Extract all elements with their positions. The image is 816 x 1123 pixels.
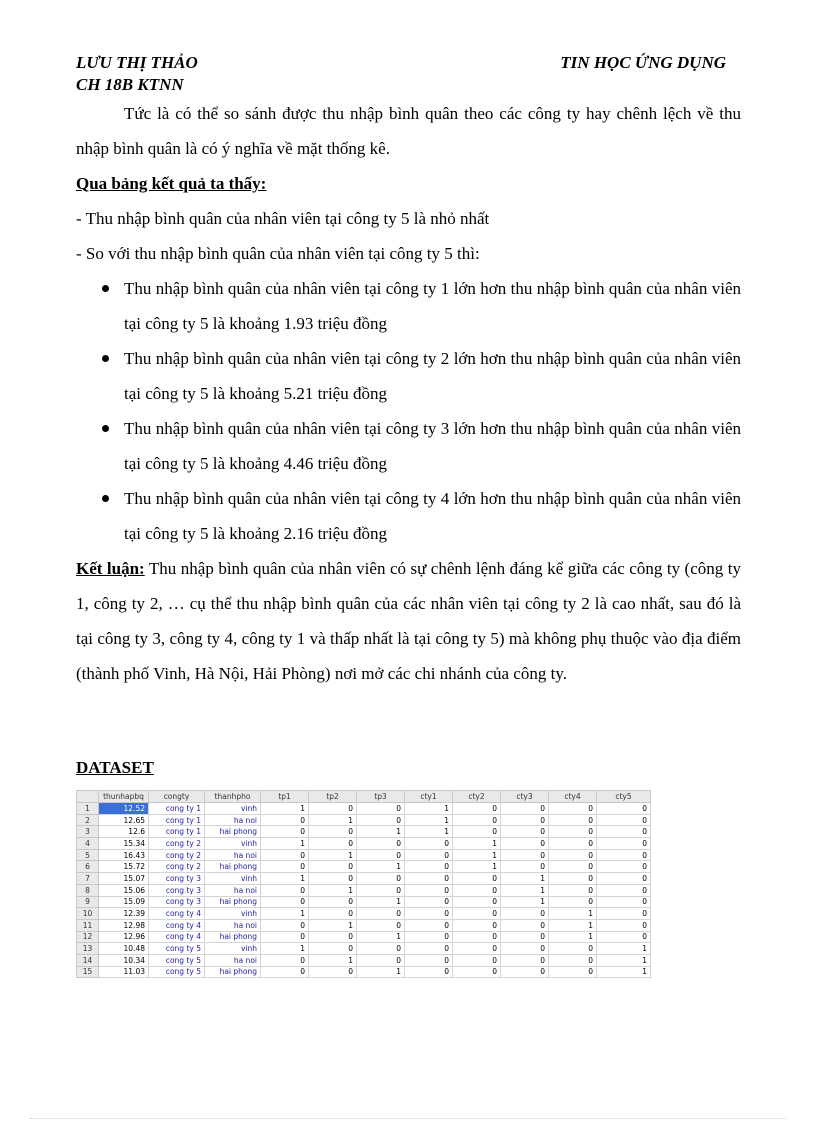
table-cell[interactable]: 12.6 (99, 826, 149, 838)
row-number[interactable]: 8 (77, 884, 99, 896)
table-cell[interactable]: 0 (261, 814, 309, 826)
table-cell[interactable]: 0 (453, 814, 501, 826)
selected-cell[interactable]: 12.52 (99, 803, 149, 815)
table-cell[interactable]: 0 (309, 826, 357, 838)
row-number[interactable]: 13 (77, 943, 99, 955)
table-cell[interactable]: 0 (405, 919, 453, 931)
column-header[interactable]: cty4 (549, 791, 597, 803)
bullet-icon (102, 495, 109, 502)
table-cell[interactable]: 1 (309, 814, 357, 826)
table-cell[interactable]: cong ty 5 (149, 966, 205, 978)
table-cell[interactable]: 0 (597, 814, 651, 826)
table-cell[interactable]: 0 (405, 931, 453, 943)
table-row[interactable] (77, 861, 651, 873)
table-cell[interactable]: 1 (261, 943, 309, 955)
table-cell[interactable]: 1 (357, 896, 405, 908)
row-number[interactable]: 14 (77, 954, 99, 966)
conclusion-label: Kết luận: (76, 559, 145, 578)
table-cell[interactable]: 0 (501, 931, 549, 943)
table-cell[interactable]: cong ty 4 (149, 931, 205, 943)
table-cell[interactable]: cong ty 3 (149, 896, 205, 908)
table-cell[interactable]: 0 (597, 919, 651, 931)
table-cell[interactable]: 1 (405, 803, 453, 815)
table-cell[interactable]: cong ty 2 (149, 838, 205, 850)
results-heading-line (76, 166, 741, 201)
table-cell[interactable]: 0 (405, 838, 453, 850)
summary-line: - Thu nhập bình quân của nhân viên tại công ty 5 là nhỏ nhất (76, 209, 490, 228)
table-cell[interactable]: 0 (357, 884, 405, 896)
table-cell[interactable]: 0 (357, 919, 405, 931)
table-cell[interactable]: 0 (549, 954, 597, 966)
table-cell[interactable]: 0 (453, 919, 501, 931)
table-cell[interactable]: 0 (597, 884, 651, 896)
table-cell[interactable]: 11.03 (99, 966, 149, 978)
table-cell[interactable]: vinh (205, 943, 261, 955)
class-code: CH 18B KTNN (76, 75, 184, 94)
table-cell[interactable]: 0 (405, 884, 453, 896)
table-cell[interactable]: 0 (309, 908, 357, 920)
table-cell[interactable]: 0 (357, 873, 405, 885)
table-cell[interactable]: 0 (261, 931, 309, 943)
summary-line: - So với thu nhập bình quân của nhân viên tại công ty 5 thì: (76, 244, 480, 263)
table-cell[interactable]: 1 (357, 861, 405, 873)
page-bottom-rule (30, 1118, 786, 1119)
table-cell[interactable]: vinh (205, 838, 261, 850)
table-cell[interactable]: 0 (501, 943, 549, 955)
table-cell[interactable]: 0 (597, 908, 651, 920)
table-cell[interactable]: 0 (261, 826, 309, 838)
table-row[interactable] (77, 814, 651, 826)
table-cell[interactable]: 0 (309, 896, 357, 908)
row-number[interactable]: 9 (77, 896, 99, 908)
table-cell[interactable]: 1 (501, 884, 549, 896)
row-number[interactable]: 15 (77, 966, 99, 978)
table-cell[interactable]: 0 (357, 908, 405, 920)
table-cell[interactable]: 0 (549, 826, 597, 838)
table-row[interactable] (77, 966, 651, 978)
row-number[interactable]: 3 (77, 826, 99, 838)
column-header[interactable]: cty5 (597, 791, 651, 803)
table-cell[interactable]: 0 (597, 873, 651, 885)
dataset-table (76, 790, 651, 978)
table-cell[interactable]: 0 (597, 803, 651, 815)
table-cell[interactable]: 1 (261, 838, 309, 850)
table-cell[interactable]: 0 (405, 954, 453, 966)
table-cell[interactable]: 1 (357, 826, 405, 838)
row-number[interactable]: 1 (77, 803, 99, 815)
subject-title: TIN HỌC ỨNG DỤNG (560, 53, 726, 72)
table-cell[interactable]: 0 (549, 896, 597, 908)
intro-paragraph: Tức là có thể so sánh được thu nhập bình quân theo các công ty hay chênh lệch về thu nhập bình quân là có ý nghĩa về mặt thống kê. (76, 104, 741, 158)
column-header[interactable]: cty3 (501, 791, 549, 803)
table-cell[interactable]: 0 (597, 861, 651, 873)
table-cell[interactable]: hai phong (205, 826, 261, 838)
list-item-text: Thu nhập bình quân của nhân viên tại công ty 2 lớn hơn thu nhập bình quân của nhân viên tại công ty 5 là khoảng 5.21 triệu đồng (124, 349, 741, 403)
table-cell[interactable]: 0 (549, 966, 597, 978)
table-row[interactable] (77, 943, 651, 955)
bullet-icon (102, 285, 109, 292)
table-cell[interactable]: 15.06 (99, 884, 149, 896)
table-header-row (77, 791, 651, 803)
table-cell[interactable]: vinh (205, 873, 261, 885)
list-item-text: Thu nhập bình quân của nhân viên tại công ty 1 lớn hơn thu nhập bình quân của nhân viên tại công ty 5 là khoảng 1.93 triệu đồng (124, 279, 741, 333)
table-cell[interactable]: 0 (549, 838, 597, 850)
table-cell[interactable]: cong ty 3 (149, 873, 205, 885)
table-cell[interactable]: 0 (309, 861, 357, 873)
table-cell[interactable]: 1 (261, 803, 309, 815)
table-cell[interactable]: 0 (261, 966, 309, 978)
table-cell[interactable]: 0 (453, 954, 501, 966)
table-cell[interactable]: 0 (549, 849, 597, 861)
table-row[interactable] (77, 884, 651, 896)
table-cell[interactable]: ha noi (205, 849, 261, 861)
table-cell[interactable]: 0 (501, 966, 549, 978)
table-cell[interactable]: 1 (549, 919, 597, 931)
table-cell[interactable]: 0 (501, 826, 549, 838)
dataset-title: DATASET (76, 758, 154, 777)
table-cell[interactable]: 0 (261, 849, 309, 861)
table-cell[interactable]: 15.09 (99, 896, 149, 908)
table-cell[interactable]: 0 (549, 884, 597, 896)
table-cell[interactable]: cong ty 2 (149, 849, 205, 861)
table-cell[interactable]: 0 (597, 838, 651, 850)
table-cell[interactable]: 0 (405, 908, 453, 920)
table-cell[interactable]: 15.34 (99, 838, 149, 850)
table-cell[interactable]: 0 (405, 861, 453, 873)
list-item (76, 271, 741, 341)
table-cell[interactable]: 0 (597, 896, 651, 908)
table-cell[interactable]: 0 (597, 931, 651, 943)
results-heading: Qua bảng kết quả ta thấy: (76, 174, 267, 193)
table-cell[interactable]: 1 (309, 954, 357, 966)
table-cell[interactable]: 1 (357, 931, 405, 943)
table-cell[interactable]: 0 (453, 884, 501, 896)
list-item-text: Thu nhập bình quân của nhân viên tại công ty 3 lớn hơn thu nhập bình quân của nhân viên tại công ty 5 là khoảng 4.46 triệu đồng (124, 419, 741, 473)
bullet-icon (102, 425, 109, 432)
table-cell[interactable]: 12.98 (99, 919, 149, 931)
table-cell[interactable]: cong ty 5 (149, 943, 205, 955)
column-header[interactable]: thunhapbq (99, 791, 149, 803)
table-cell[interactable]: 0 (309, 873, 357, 885)
table-cell[interactable]: ha noi (205, 954, 261, 966)
table-cell[interactable]: 0 (501, 908, 549, 920)
table-cell[interactable]: 0 (357, 803, 405, 815)
table-cell[interactable]: 0 (453, 896, 501, 908)
column-header[interactable]: tp2 (309, 791, 357, 803)
table-cell[interactable]: cong ty 3 (149, 884, 205, 896)
table-cell[interactable]: 0 (309, 943, 357, 955)
table-cell[interactable]: 0 (405, 896, 453, 908)
table-cell[interactable]: 0 (309, 966, 357, 978)
table-cell[interactable]: 0 (549, 943, 597, 955)
header-corner (77, 791, 99, 803)
table-cell[interactable]: ha noi (205, 919, 261, 931)
row-number[interactable]: 12 (77, 931, 99, 943)
table-cell[interactable]: 0 (453, 873, 501, 885)
table-cell[interactable]: cong ty 5 (149, 954, 205, 966)
table-row[interactable] (77, 908, 651, 920)
row-number[interactable]: 7 (77, 873, 99, 885)
table-cell[interactable]: cong ty 1 (149, 814, 205, 826)
table-cell[interactable]: 1 (453, 838, 501, 850)
table-cell[interactable]: 1 (261, 908, 309, 920)
table-cell[interactable]: 0 (501, 814, 549, 826)
table-cell[interactable]: 1 (309, 884, 357, 896)
table-cell[interactable]: cong ty 2 (149, 861, 205, 873)
table-cell[interactable]: 0 (357, 814, 405, 826)
table-cell[interactable]: vinh (205, 908, 261, 920)
table-body (77, 803, 651, 978)
row-number[interactable]: 6 (77, 861, 99, 873)
list-item (76, 341, 741, 411)
table-row[interactable] (77, 826, 651, 838)
table-cell[interactable]: 10.34 (99, 954, 149, 966)
table-cell[interactable]: 12.96 (99, 931, 149, 943)
table-cell[interactable]: 0 (261, 919, 309, 931)
table-cell[interactable]: 0 (357, 954, 405, 966)
table-cell[interactable]: 0 (453, 931, 501, 943)
list-item (76, 411, 741, 481)
table-cell[interactable]: 0 (261, 954, 309, 966)
table-row[interactable] (77, 873, 651, 885)
table-cell[interactable]: ha noi (205, 814, 261, 826)
table-cell[interactable]: 1 (261, 873, 309, 885)
table-cell[interactable]: 0 (261, 861, 309, 873)
table-row[interactable] (77, 919, 651, 931)
column-header[interactable]: cty2 (453, 791, 501, 803)
table-cell[interactable]: ha noi (205, 884, 261, 896)
table-cell[interactable]: 1 (405, 826, 453, 838)
table-cell[interactable]: 1 (309, 849, 357, 861)
row-number[interactable]: 10 (77, 908, 99, 920)
table-cell[interactable]: 15.72 (99, 861, 149, 873)
table-cell[interactable]: 0 (261, 884, 309, 896)
list-item-text: Thu nhập bình quân của nhân viên tại công ty 4 lớn hơn thu nhập bình quân của nhân viên tại công ty 5 là khoảng 2.16 triệu đồng (124, 489, 741, 543)
table-cell[interactable]: 0 (597, 849, 651, 861)
table-cell[interactable]: 1 (549, 931, 597, 943)
table-cell[interactable]: 12.65 (99, 814, 149, 826)
table-cell[interactable]: 0 (405, 966, 453, 978)
table-row[interactable] (77, 849, 651, 861)
table-cell[interactable]: 1 (597, 954, 651, 966)
table-cell[interactable]: 0 (549, 814, 597, 826)
table-cell[interactable]: 1 (501, 873, 549, 885)
table-cell[interactable]: hai phong (205, 861, 261, 873)
table-cell[interactable]: cong ty 1 (149, 803, 205, 815)
table-cell[interactable]: 0 (405, 873, 453, 885)
table-cell[interactable]: cong ty 4 (149, 919, 205, 931)
row-number[interactable]: 2 (77, 814, 99, 826)
table-cell[interactable]: 0 (549, 873, 597, 885)
table-cell[interactable]: vinh (205, 803, 261, 815)
table-cell[interactable]: 1 (405, 814, 453, 826)
comparison-list (76, 271, 741, 551)
table-cell[interactable]: 0 (549, 861, 597, 873)
column-header[interactable]: tp1 (261, 791, 309, 803)
table-cell[interactable]: 0 (405, 849, 453, 861)
header-left (76, 52, 198, 96)
table-row[interactable] (77, 954, 651, 966)
column-header[interactable]: cty1 (405, 791, 453, 803)
table-cell[interactable]: hai phong (205, 966, 261, 978)
conclusion-paragraph (76, 551, 741, 691)
column-header[interactable]: tp3 (357, 791, 405, 803)
table-cell[interactable]: 0 (453, 803, 501, 815)
row-number[interactable]: 11 (77, 919, 99, 931)
table-cell[interactable]: 0 (309, 931, 357, 943)
table-cell[interactable]: 12.39 (99, 908, 149, 920)
table-cell[interactable]: 0 (549, 803, 597, 815)
table-cell[interactable]: 0 (501, 803, 549, 815)
table-cell[interactable]: 0 (501, 861, 549, 873)
table-cell[interactable]: 16.43 (99, 849, 149, 861)
table-cell[interactable]: 0 (309, 838, 357, 850)
table-row[interactable] (77, 896, 651, 908)
table-cell[interactable]: 1 (549, 908, 597, 920)
table-cell[interactable]: hai phong (205, 931, 261, 943)
table-cell[interactable]: 0 (357, 943, 405, 955)
table-cell[interactable]: 1 (453, 861, 501, 873)
table-cell[interactable]: 0 (309, 803, 357, 815)
author-name: LƯU THỊ THẢO (76, 53, 198, 72)
table-cell[interactable]: 0 (261, 896, 309, 908)
table-cell[interactable]: 0 (453, 966, 501, 978)
table-cell[interactable]: hai phong (205, 896, 261, 908)
table-row[interactable] (77, 803, 651, 815)
table-cell[interactable]: 1 (597, 943, 651, 955)
table-cell[interactable]: 1 (453, 849, 501, 861)
table-cell[interactable]: 10.48 (99, 943, 149, 955)
list-item (76, 481, 741, 551)
row-number[interactable]: 5 (77, 849, 99, 861)
table-cell[interactable]: 0 (357, 838, 405, 850)
column-header[interactable]: thanhpho (205, 791, 261, 803)
table-cell[interactable]: 0 (357, 849, 405, 861)
table-cell[interactable]: 0 (597, 826, 651, 838)
table-cell[interactable]: 0 (453, 943, 501, 955)
table-row[interactable] (77, 838, 651, 850)
bullet-icon (102, 355, 109, 362)
document-body (76, 96, 741, 691)
table-cell[interactable]: 0 (501, 954, 549, 966)
table-cell[interactable]: 0 (453, 826, 501, 838)
table-cell[interactable]: 15.07 (99, 873, 149, 885)
table-cell[interactable]: 0 (405, 943, 453, 955)
table-cell[interactable]: 0 (501, 849, 549, 861)
table-row[interactable] (77, 931, 651, 943)
table-cell[interactable]: 1 (501, 896, 549, 908)
table-cell[interactable]: 1 (597, 966, 651, 978)
table-cell[interactable]: 1 (357, 966, 405, 978)
table-cell[interactable]: 0 (501, 919, 549, 931)
table-cell[interactable]: 0 (501, 838, 549, 850)
table-cell[interactable]: cong ty 4 (149, 908, 205, 920)
table-cell[interactable]: 0 (453, 908, 501, 920)
conclusion-text: Thu nhập bình quân của nhân viên có sự chênh lệnh đáng kể giữa các công ty (công ty 1, công ty 2, … cụ thể thu nhập bình quân của các nhân viên tại công ty 2 là cao nhất, sau đó là tại công ty 3, công ty 4, công ty 1 và thấp nhất là tại công ty 5) mà không phụ thuộc vào địa điểm (thành phố Vinh, Hà Nội, Hải Phòng) nơi mở các chi nhánh của công ty. (76, 559, 741, 683)
table-cell[interactable]: cong ty 1 (149, 826, 205, 838)
row-number[interactable]: 4 (77, 838, 99, 850)
column-header[interactable]: congty (149, 791, 205, 803)
table-cell[interactable]: 1 (309, 919, 357, 931)
